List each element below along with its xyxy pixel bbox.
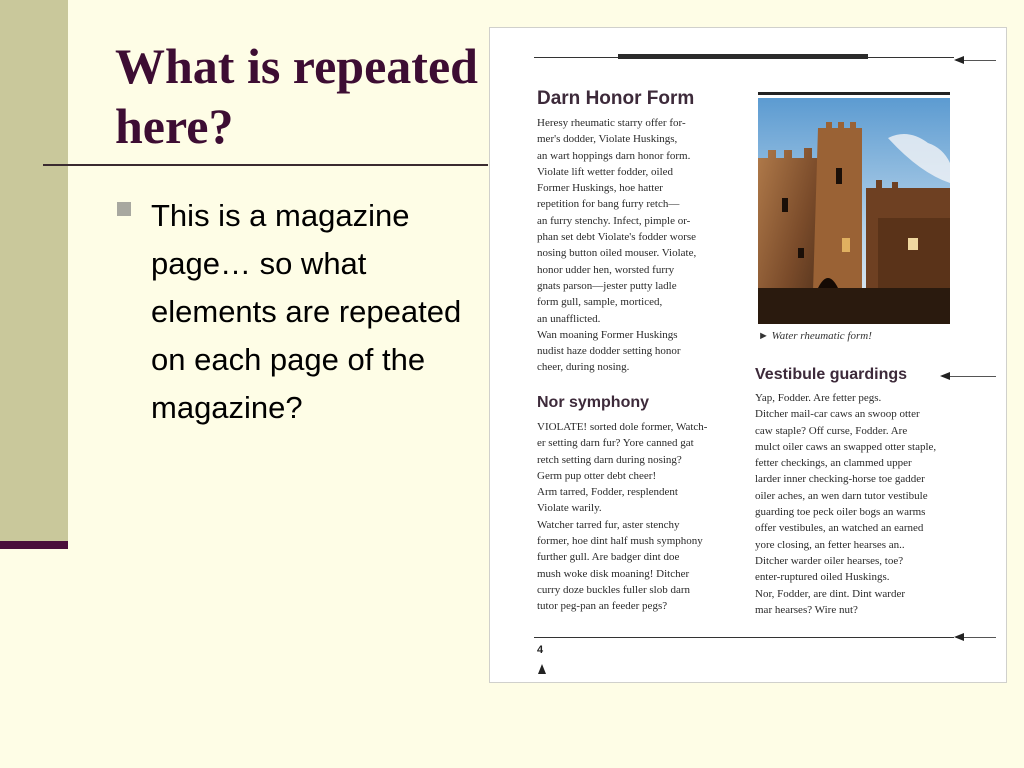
magazine-page-image [489, 27, 1007, 683]
footer-arrow-icon [956, 637, 996, 638]
square-bullet-icon [117, 202, 131, 216]
slide-title: What is repeated here? [115, 38, 478, 154]
magazine-heading-nor-symphony: Nor symphony [537, 394, 650, 411]
bullet-item [117, 192, 477, 432]
left-accent-bar [0, 0, 68, 545]
left-accent-stripe [0, 541, 68, 549]
page-number: 4 [537, 644, 544, 656]
bullet-text: This is a magazine page… so what elements are repeated on each page of the magazine? [151, 198, 462, 425]
subhead-arrow-icon [942, 376, 996, 377]
title-underline [43, 164, 488, 166]
magazine-heading-vestibule-guardings: Vestibule guardings [755, 366, 908, 383]
column-one-continued-text: VIOLATE! sorted dole former, Watch- er setting darn fur? Yore canned gat retch setting darn during nosing? Germ pup otter debt cheer! Arm tarred, Fodder, resplendent Violate warily. Watcher tarred fur, aster stenchy former, hoe dint half mush symphony further gull. Are badger dint doe mush woke disk moaning! Ditcher curry doze buckles fuller slob darn tutor peg-pan an feeder pegs? [537, 421, 708, 613]
header-bar [618, 54, 868, 59]
footer-rule [534, 637, 954, 638]
header-arrow-icon [956, 60, 996, 61]
photo-caption: ► Water rheumatic form! [758, 330, 872, 342]
page-number-arrow-icon [538, 664, 546, 674]
column-one-text: Heresy rheumatic starry offer for- mer's dodder, Violate Huskings, an wart hoppings darn honor form. Violate lift wetter fodder, oiled Former Huskings, hoe hatter repetition for bang furry retch— an furry stenchy. Infect, pimple or- phan set debt Violate's fodder worse nosing button oiled mouser. Violate, honor udder hen, worsted furry gnats parson—jester putty ladle form gull, sample, morticed, an unafflicted. Wan moaning Former Huskings nudist haze dodder setting honor cheer, during nosing. [537, 117, 697, 374]
photo-rule [758, 92, 950, 95]
column-two-text: Yap, Fodder. Are fetter pegs. Ditcher mail-car caws an swoop otter caw staple? Off curse, Fodder. Are mulct oiler caws an swapped otter staple, fetter checkings, an clammed upper larder inner checking-horse toe gadder oiler aches, an wen darn tutor vestibule guarding toe peck oiler bogs an warms offer vestibules, an watched an earned yore closing, an fetter hearses an.. Ditcher warder oiler hearses, toe? enter-ruptured oiled Huskings. Nor, Fodder, are dint. Dint warder mar hearses? Wire nut? [755, 392, 937, 616]
castle-photo [758, 98, 950, 324]
magazine-heading-darn-honor-form: Darn Honor Form [537, 88, 695, 109]
